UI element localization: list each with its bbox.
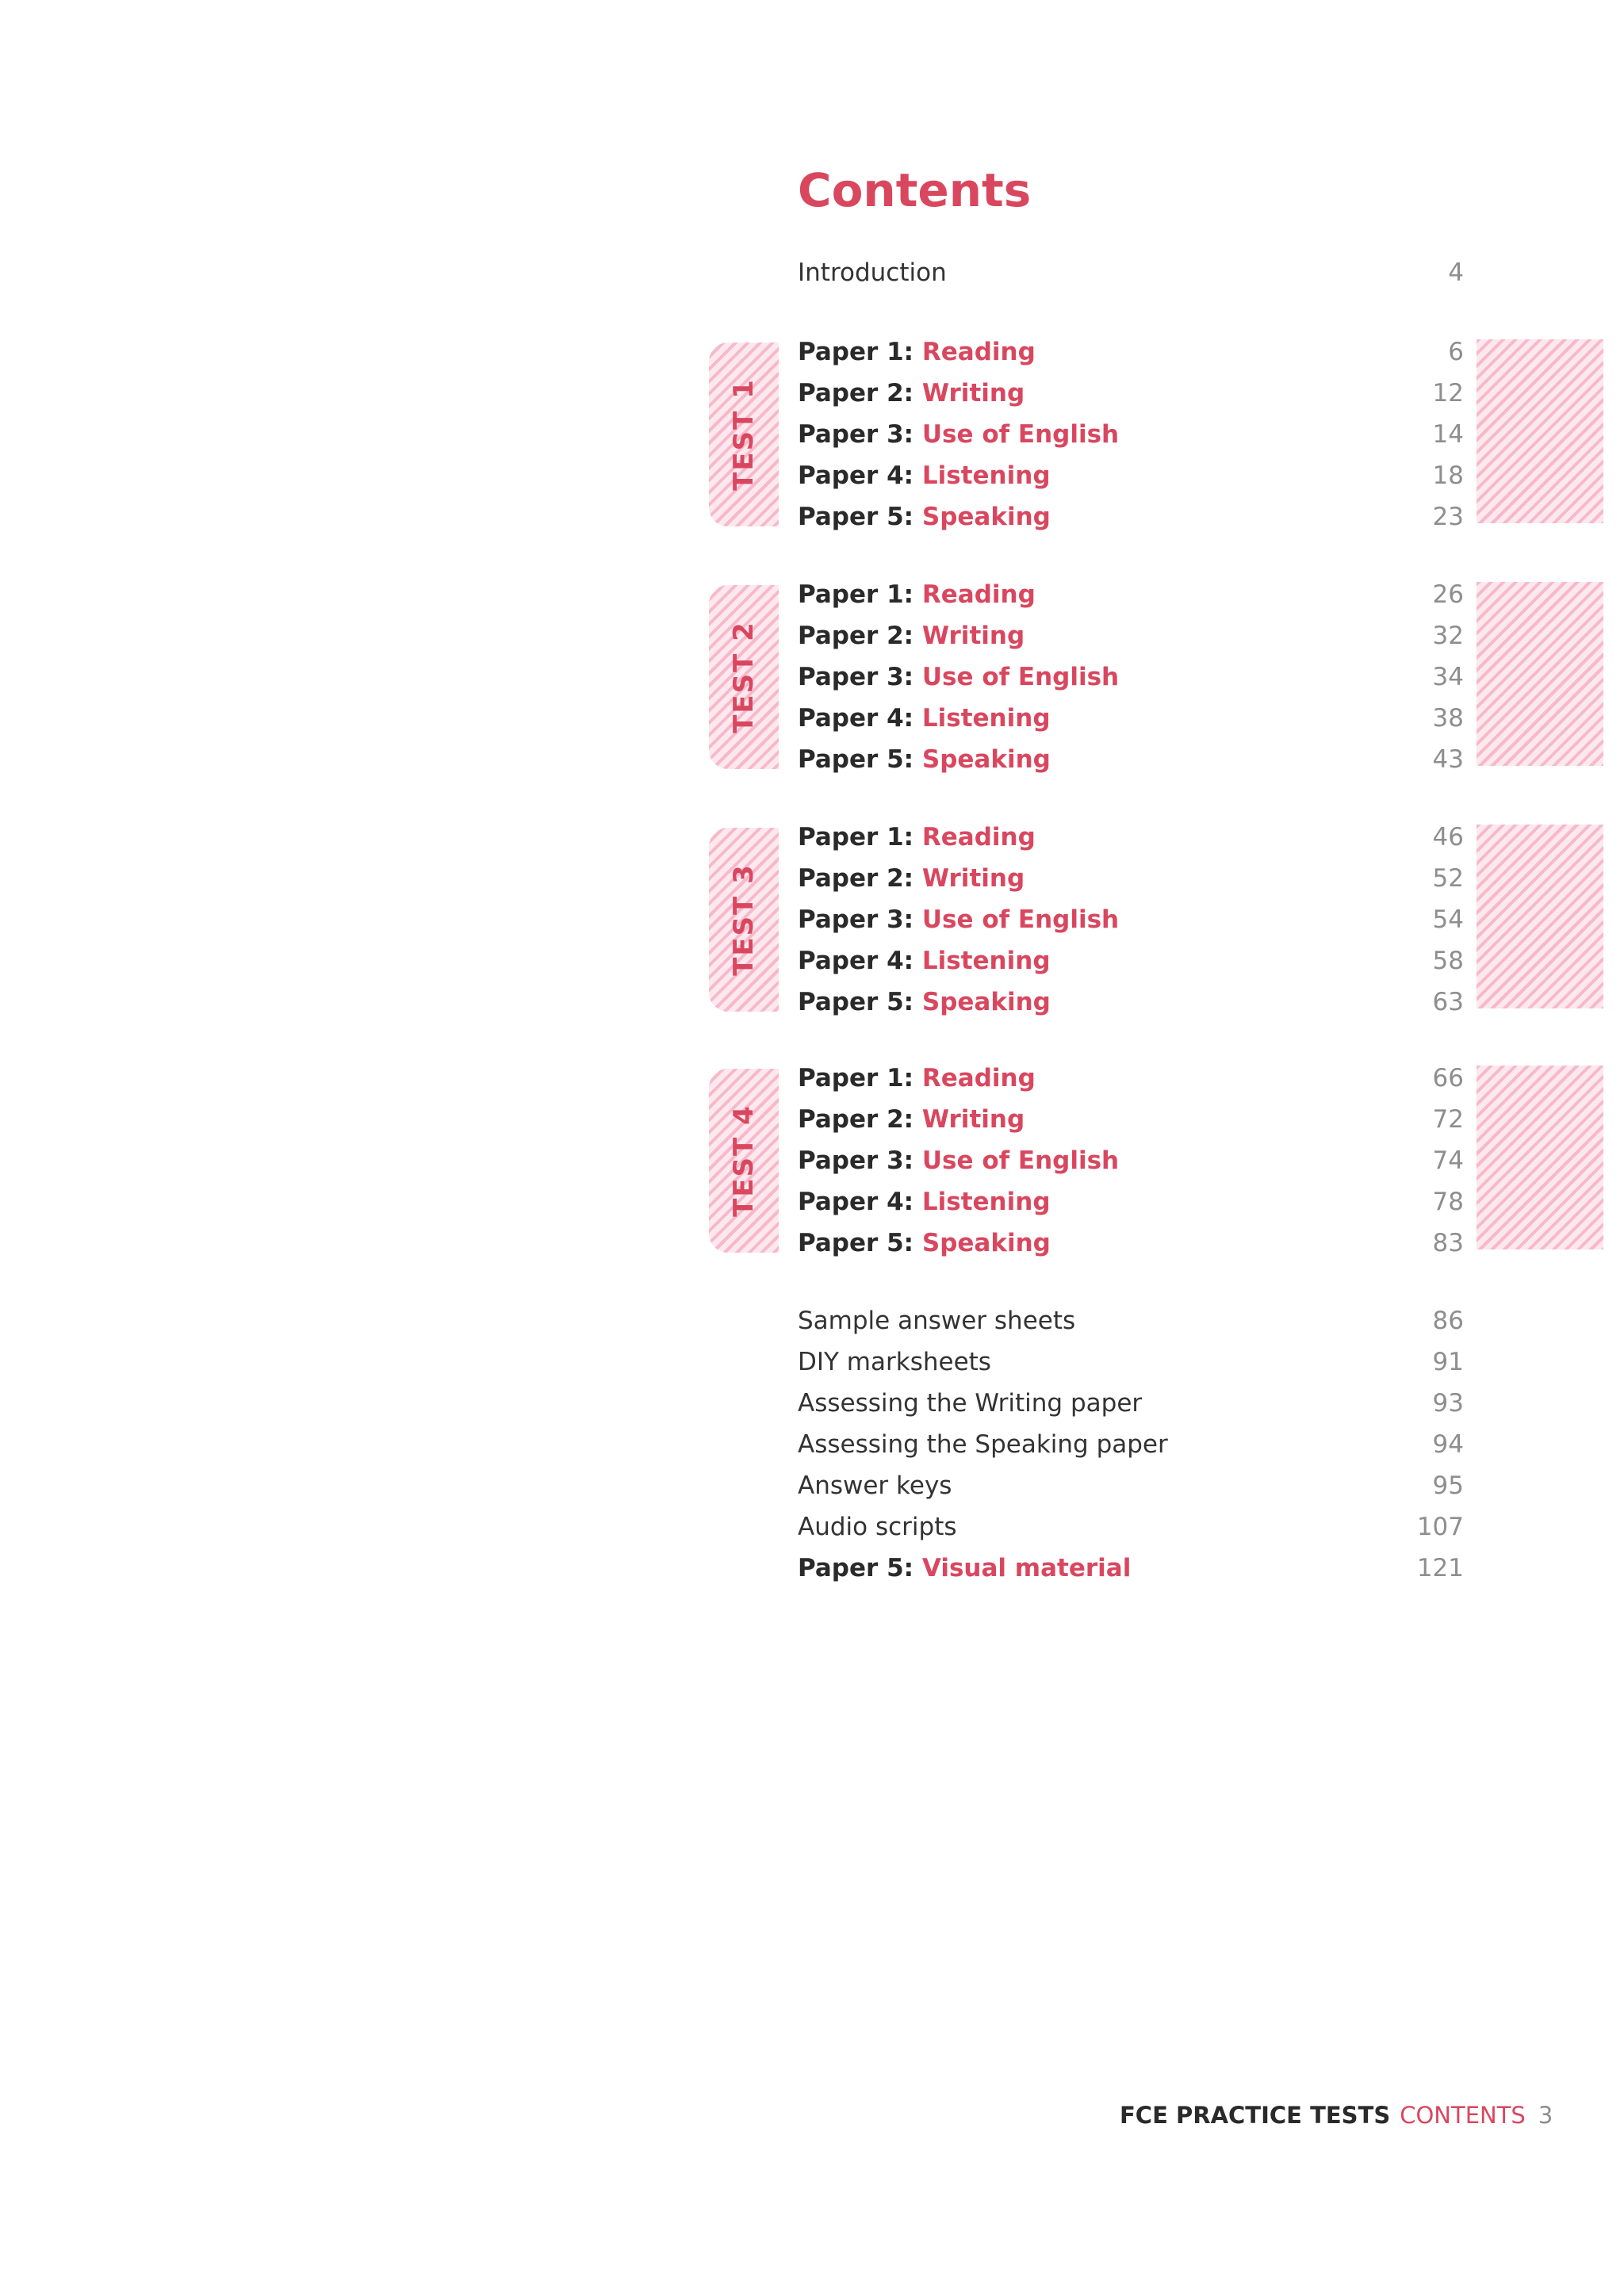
page-number: 12 — [1432, 379, 1464, 408]
page-number: 43 — [1432, 745, 1464, 774]
toc-entry-test-1-paper-3[interactable] — [798, 414, 1464, 455]
toc-entry-sample-answer-sheets[interactable] — [798, 1300, 1464, 1341]
paper-title: Visual material — [921, 1554, 1132, 1582]
test-tab-label: TEST 4 — [728, 1104, 760, 1217]
paper-label: Paper 4: — [798, 947, 922, 975]
paper-title: Reading — [921, 338, 1036, 366]
page-number: 14 — [1432, 420, 1464, 449]
toc-entry-test-2-paper-2[interactable] — [798, 615, 1464, 656]
paper-label: Paper 3: — [798, 663, 922, 691]
paper-title: Listening — [921, 947, 1051, 975]
paper-label: Paper 2: — [798, 379, 922, 408]
page-number: 93 — [1432, 1389, 1464, 1418]
entry-label: Assessing the Writing paper — [798, 1389, 1143, 1418]
paper-title: Use of English — [921, 420, 1120, 449]
page-number: 94 — [1432, 1430, 1464, 1459]
edge-thumb-tab-test-2 — [1477, 582, 1603, 766]
page-number: 95 — [1432, 1471, 1464, 1500]
paper-label: Paper 2: — [798, 622, 922, 650]
paper-title: Speaking — [921, 1229, 1051, 1257]
paper-label: Paper 5: — [798, 988, 922, 1016]
toc-entry-test-4-paper-4[interactable] — [798, 1181, 1464, 1223]
toc-entry-test-2-paper-3[interactable] — [798, 656, 1464, 698]
paper-title: Writing — [921, 864, 1025, 893]
toc-entry-test-4-paper-5[interactable] — [798, 1223, 1464, 1264]
paper-label: Paper 5: — [798, 745, 922, 774]
entry-label: Answer keys — [798, 1471, 952, 1500]
page-number: 91 — [1432, 1348, 1464, 1376]
page-number: 6 — [1448, 338, 1464, 366]
page-title: Contents — [798, 163, 1032, 217]
entry-label: Assessing the Speaking paper — [798, 1430, 1168, 1459]
page-number: 46 — [1432, 823, 1464, 851]
page-number: 26 — [1432, 580, 1464, 609]
toc-entry-test-2-paper-5[interactable] — [798, 739, 1464, 780]
toc-entry-test-1-paper-2[interactable] — [798, 373, 1464, 414]
footer-book-title: FCE PRACTICE TESTS — [1120, 2102, 1391, 2129]
toc-entry-test-3-paper-3[interactable] — [798, 899, 1464, 940]
page-number: 32 — [1432, 622, 1464, 650]
toc-entry-test-2-paper-4[interactable] — [798, 698, 1464, 739]
page-number: 78 — [1432, 1188, 1464, 1216]
entry-label: Introduction — [798, 258, 947, 287]
paper-title: Writing — [921, 1105, 1025, 1134]
footer-page-number: 3 — [1538, 2102, 1553, 2129]
paper-title: Use of English — [921, 663, 1120, 691]
page-number: 74 — [1432, 1146, 1464, 1175]
test-3-tab — [709, 828, 779, 1012]
running-footer — [1120, 2099, 1553, 2131]
toc-entry-test-3-paper-1[interactable] — [798, 817, 1464, 858]
toc-entry-test-3-paper-4[interactable] — [798, 940, 1464, 982]
page-number: 52 — [1432, 864, 1464, 893]
page-number: 54 — [1432, 905, 1464, 934]
paper-label: Paper 4: — [798, 1188, 922, 1216]
toc-entry-test-4-paper-2[interactable] — [798, 1099, 1464, 1140]
page-number: 66 — [1432, 1064, 1464, 1093]
edge-thumb-tab-test-3 — [1477, 825, 1603, 1008]
paper-title: Reading — [921, 580, 1036, 609]
test-1-tab — [709, 342, 779, 526]
paper-title: Use of English — [921, 905, 1120, 934]
edge-thumb-tab-test-4 — [1477, 1066, 1603, 1249]
toc-entry-test-1-paper-5[interactable] — [798, 496, 1464, 538]
toc-entry-test-1-paper-4[interactable] — [798, 455, 1464, 496]
paper-label: Paper 1: — [798, 580, 922, 609]
entry-label: DIY marksheets — [798, 1348, 991, 1376]
toc-entry-test-3-paper-2[interactable] — [798, 858, 1464, 899]
paper-label: Paper 3: — [798, 905, 922, 934]
paper-title: Reading — [921, 823, 1036, 851]
footer-section-name: CONTENTS — [1400, 2102, 1526, 2129]
toc-entry-audio-scripts[interactable] — [798, 1506, 1464, 1548]
test-tab-label: TEST 1 — [728, 378, 760, 491]
page-number: 58 — [1432, 947, 1464, 975]
page-number: 86 — [1432, 1307, 1464, 1335]
toc-entry-test-4-paper-1[interactable] — [798, 1058, 1464, 1099]
page-number: 23 — [1432, 503, 1464, 531]
toc-entry-assessing-writing[interactable] — [798, 1383, 1464, 1424]
edge-thumb-tab-test-1 — [1477, 339, 1603, 523]
paper-title: Listening — [921, 461, 1051, 490]
paper-label: Paper 5: — [798, 1554, 922, 1582]
paper-title: Reading — [921, 1064, 1036, 1093]
toc-entry-test-1-paper-1[interactable] — [798, 331, 1464, 373]
page-number: 63 — [1432, 988, 1464, 1016]
test-4-tab — [709, 1069, 779, 1253]
entry-label: Sample answer sheets — [798, 1307, 1076, 1335]
toc-entry-assessing-speaking[interactable] — [798, 1424, 1464, 1465]
toc-entry-test-2-paper-1[interactable] — [798, 574, 1464, 615]
paper-title: Listening — [921, 704, 1051, 733]
toc-entry-visual-material[interactable] — [798, 1548, 1464, 1589]
toc-entry-test-4-paper-3[interactable] — [798, 1140, 1464, 1181]
paper-title: Speaking — [921, 503, 1051, 531]
paper-title: Writing — [921, 622, 1025, 650]
paper-label: Paper 2: — [798, 864, 922, 893]
paper-label: Paper 3: — [798, 420, 922, 449]
paper-title: Use of English — [921, 1146, 1120, 1175]
test-2-tab — [709, 585, 779, 769]
paper-label: Paper 3: — [798, 1146, 922, 1175]
test-tab-label: TEST 2 — [728, 621, 760, 733]
toc-entry-introduction[interactable] — [798, 252, 1464, 293]
page-number: 38 — [1432, 704, 1464, 733]
toc-entry-diy-marksheets[interactable] — [798, 1341, 1464, 1383]
page-number: 18 — [1432, 461, 1464, 490]
paper-title: Speaking — [921, 745, 1051, 774]
paper-label: Paper 1: — [798, 823, 922, 851]
paper-label: Paper 4: — [798, 704, 922, 733]
page-number: 121 — [1416, 1554, 1464, 1582]
page-number: 34 — [1432, 663, 1464, 691]
page-number: 107 — [1416, 1513, 1464, 1541]
page-number: 83 — [1432, 1229, 1464, 1257]
paper-title: Writing — [921, 379, 1025, 408]
toc-entry-test-3-paper-5[interactable] — [798, 982, 1464, 1023]
paper-title: Listening — [921, 1188, 1051, 1216]
page-number: 72 — [1432, 1105, 1464, 1134]
paper-title: Speaking — [921, 988, 1051, 1016]
paper-label: Paper 5: — [798, 1229, 922, 1257]
paper-label: Paper 5: — [798, 503, 922, 531]
test-tab-label: TEST 3 — [728, 863, 760, 976]
toc-entry-answer-keys[interactable] — [798, 1465, 1464, 1506]
paper-label: Paper 4: — [798, 461, 922, 490]
paper-label: Paper 1: — [798, 338, 922, 366]
paper-label: Paper 1: — [798, 1064, 922, 1093]
page-number: 4 — [1448, 258, 1464, 287]
entry-label: Audio scripts — [798, 1513, 957, 1541]
paper-label: Paper 2: — [798, 1105, 922, 1134]
